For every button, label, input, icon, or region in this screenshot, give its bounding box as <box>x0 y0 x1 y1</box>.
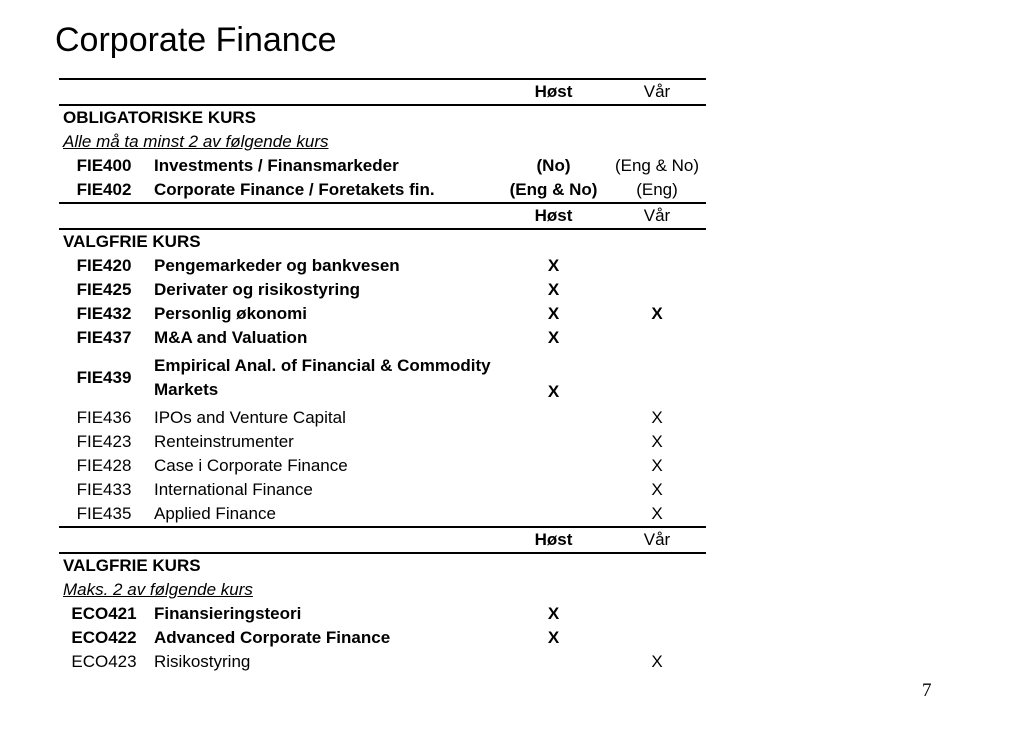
column-header-row <box>59 203 706 229</box>
course-host: X <box>547 328 560 347</box>
course-var: X <box>651 504 663 523</box>
course-var <box>608 626 706 650</box>
course-name: Advanced Corporate Finance <box>154 628 391 647</box>
table-row <box>59 478 706 502</box>
course-code: FIE437 <box>76 328 132 347</box>
table-row <box>59 430 706 454</box>
course-code: FIE436 <box>76 408 132 427</box>
column-header-var: Vår <box>608 79 706 105</box>
course-code: FIE420 <box>76 256 132 275</box>
course-var <box>608 278 706 302</box>
section-heading <box>59 229 706 254</box>
table-row <box>59 302 706 326</box>
course-var <box>608 254 706 278</box>
course-name: IPOs and Venture Capital <box>154 408 346 427</box>
course-name: Finansieringsteori <box>154 604 302 623</box>
course-host <box>499 478 608 502</box>
course-code: ECO421 <box>71 604 137 623</box>
course-name: Renteinstrumenter <box>154 432 294 451</box>
table-row <box>59 502 706 527</box>
table-row <box>59 278 706 302</box>
table-row <box>59 350 706 406</box>
section-note <box>59 578 706 602</box>
course-name: International Finance <box>154 480 313 499</box>
course-code: FIE423 <box>76 432 132 451</box>
table-row <box>59 650 706 674</box>
page-title: Corporate Finance <box>55 21 337 59</box>
column-header-host: Høst <box>499 527 608 553</box>
course-host: X <box>547 604 560 623</box>
table-row <box>59 154 706 178</box>
course-code: FIE439 <box>76 368 132 387</box>
section-heading-text: VALGFRIE KURS <box>63 232 201 251</box>
table-row <box>59 406 706 430</box>
course-code: FIE433 <box>76 480 132 499</box>
course-name: Pengemarkeder og bankvesen <box>154 256 400 275</box>
section-note-text: Maks. 2 av følgende kurs <box>63 580 253 599</box>
course-name: Risikostyring <box>154 652 251 671</box>
section-note <box>59 130 706 154</box>
table-row <box>59 326 706 350</box>
course-name: Applied Finance <box>154 504 276 523</box>
course-var: X <box>651 480 663 499</box>
course-code: FIE400 <box>76 156 132 175</box>
section-heading <box>59 105 706 130</box>
column-header-row <box>59 527 706 553</box>
course-name: Case i Corporate Finance <box>154 456 348 475</box>
course-host: X <box>547 256 560 275</box>
course-code: ECO423 <box>71 652 137 671</box>
course-name: Derivater og risikostyring <box>154 280 360 299</box>
section-heading-text: VALGFRIE KURS <box>63 556 201 575</box>
course-host <box>499 502 608 527</box>
course-var: X <box>651 652 663 671</box>
course-host <box>499 406 608 430</box>
table-row <box>59 626 706 650</box>
course-code: FIE435 <box>76 504 132 523</box>
course-name: Investments / Finansmarkeder <box>154 156 399 175</box>
course-var: X <box>651 432 663 451</box>
course-name: Personlig økonomi <box>154 304 308 323</box>
course-host <box>499 454 608 478</box>
course-code: FIE425 <box>76 280 132 299</box>
course-var <box>608 350 706 406</box>
course-host: (Eng & No) <box>509 180 598 199</box>
column-header-host: Høst <box>499 203 608 229</box>
course-var: X <box>651 304 663 323</box>
column-header-var: Vår <box>608 203 706 229</box>
section-heading <box>59 553 706 578</box>
course-code: FIE432 <box>76 304 132 323</box>
course-var <box>608 602 706 626</box>
course-var: (Eng) <box>636 180 678 199</box>
course-var <box>608 326 706 350</box>
course-table <box>59 78 706 674</box>
course-name: M&A and Valuation <box>154 328 308 347</box>
course-var: X <box>651 408 663 427</box>
course-name: Corporate Finance / Foretakets fin. <box>154 180 435 199</box>
column-header-row <box>59 79 706 105</box>
course-host <box>499 430 608 454</box>
course-var: (Eng & No) <box>614 156 700 175</box>
section-note-text: Alle må ta minst 2 av følgende kurs <box>63 132 329 151</box>
course-host: X <box>547 280 560 299</box>
course-host: (No) <box>536 156 571 175</box>
course-code: FIE402 <box>76 180 132 199</box>
course-host: X <box>547 304 560 323</box>
table-row <box>59 602 706 626</box>
course-code: ECO422 <box>71 628 137 647</box>
section-heading-text: OBLIGATORISKE KURS <box>63 108 256 127</box>
column-header-var: Vår <box>608 527 706 553</box>
course-host: X <box>547 382 560 401</box>
course-code: FIE428 <box>76 456 132 475</box>
course-var: X <box>651 456 663 475</box>
table-row <box>59 178 706 203</box>
course-host: X <box>547 628 560 647</box>
page-number: 7 <box>922 680 932 701</box>
table-row <box>59 254 706 278</box>
column-header-host: Høst <box>499 79 608 105</box>
course-name: Empirical Anal. of Financial & Commodity Markets <box>154 356 491 399</box>
course-host <box>499 650 608 674</box>
table-row <box>59 454 706 478</box>
